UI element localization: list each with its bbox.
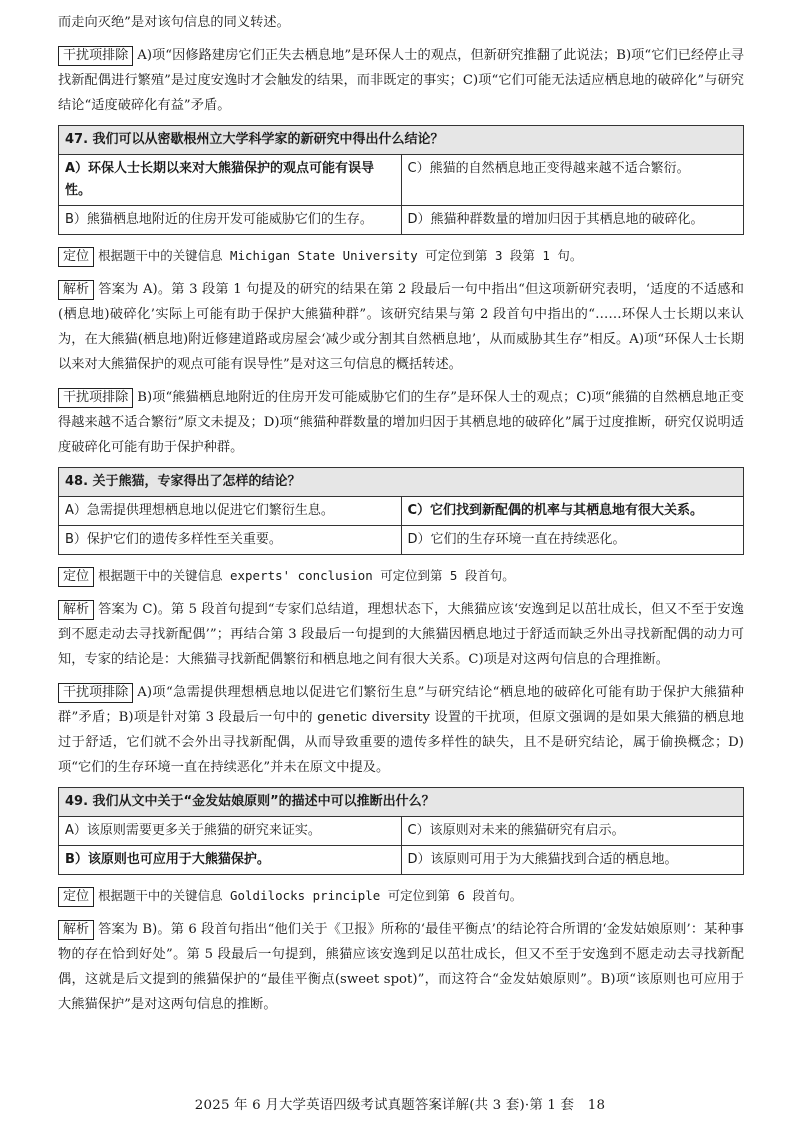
locate-tag: 定位 (58, 887, 94, 907)
analysis-tag: 解析 (58, 920, 94, 940)
question-48-stem: 48. 关于熊猫，专家得出了怎样的结论？ (59, 468, 744, 497)
analysis-tag: 解析 (58, 280, 94, 300)
q47-distractor (58, 385, 744, 460)
locate-tag: 定位 (58, 247, 94, 267)
q48-analysis (58, 597, 744, 672)
q48-option-a: A）急需提供理想栖息地以促进它们繁衍生息。 (59, 497, 402, 526)
distractor-text: A)项“急需提供理想栖息地以促进它们繁衍生息”与研究结论“栖息地的破碎化可能有助于保护大熊猫种群”矛盾；B)项是针对第 3 段最后一句中的 genetic diversity 设置的干扰项，但原文强调的是如果大熊猫的栖息地过于舒适，它们就不会外出寻找新配偶，从而导致重要的遗传多样性的缺失，且不是研究结论，属于偷换概念；D)项“它们的生存环境一直在持续恶化”并未在原文中提及。 (58, 685, 744, 775)
distractor-tag: 干扰项排除 (58, 46, 133, 66)
question-48-table (58, 467, 744, 555)
page-footer: 2025 年 6 月大学英语四级考试真题答案详解(共 3 套)·第 1 套 18 (194, 1098, 606, 1113)
question-47-stem: 47. 我们可以从密歇根州立大学科学家的新研究中得出什么结论？ (59, 126, 744, 155)
q47-analysis (58, 277, 744, 377)
q49-option-a: A）该原则需要更多关于熊猫的研究来证实。 (59, 817, 402, 846)
locate-tag: 定位 (58, 567, 94, 587)
analysis-text: 答案为 B)。第 6 段首句指出“他们关于《卫报》所称的‘最佳平衡点’的结论符合所谓的‘金发姑娘原则’：某种事物的存在恰到好处”。第 5 段最后一句提到，熊猫应该安逸到足以茁壮成长，但又不至于安逸到不愿走动去寻找新配偶，这就是后文提到的熊猫保护的“最佳平衡点(sweet spot)”，而这符合“金发姑娘原则”。B)项“该原则也可应用于大熊猫保护”是对这两句信息的推断。 (58, 922, 744, 1012)
analysis-text: 答案为 C)。第 5 段首句提到“专家们总结道，理想状态下，大熊猫应该‘安逸到足以茁壮成长，但又不至于安逸到不愿走动去寻找新配偶’”；再结合第 3 段最后一句提到的大熊猫因栖息地过于舒适而缺乏外出寻找新配偶的动力可知，专家的结论是：大熊猫寻找新配偶繁衍和栖息地之间有很大关系。C)项是对这两句信息的合理推断。 (58, 602, 744, 667)
locate-text: 根据题干中的关键信息 Goldilocks principle 可定位到第 6 段首句。 (98, 888, 523, 903)
q47-locate (58, 243, 744, 269)
q47-option-b: B）熊猫栖息地附近的住房开发可能威胁它们的生存。 (59, 206, 402, 235)
q47-option-c: C）熊猫的自然栖息地正变得越来越不适合繁衍。 (401, 155, 744, 206)
q47-option-d: D）熊猫种群数量的增加归因于其栖息地的破碎化。 (401, 206, 744, 235)
question-49-stem: 49. 我们从文中关于“金发姑娘原则”的描述中可以推断出什么？ (59, 788, 744, 817)
q49-option-c: C）该原则对未来的熊猫研究有启示。 (401, 817, 744, 846)
q47-option-a: A）环保人士长期以来对大熊猫保护的观点可能有误导性。 (59, 155, 402, 206)
q49-option-d: D）该原则可用于为大熊猫找到合适的栖息地。 (401, 846, 744, 875)
locate-text: 根据题干中的关键信息 Michigan State University 可定位到第 3 段第 1 句。 (98, 248, 583, 263)
q48-option-d: D）它们的生存环境一直在持续恶化。 (401, 526, 744, 555)
intro-distractor-paragraph (58, 43, 744, 118)
q48-locate (58, 563, 744, 589)
distractor-text: A)项“因修路建房它们正失去栖息地”是环保人士的观点，但新研究推翻了此说法；B)项“它们已经停止寻找新配偶进行繁殖”是过度安逸时才会触发的结果，而非既定的事实；C)项“它们可能无法适应栖息地的破碎化”与研究结论“适度破碎化有益”矛盾。 (58, 48, 744, 113)
distractor-tag: 干扰项排除 (58, 683, 133, 703)
q49-locate (58, 883, 744, 909)
q49-option-b: B）该原则也可应用于大熊猫保护。 (59, 846, 402, 875)
distractor-tag: 干扰项排除 (58, 388, 133, 408)
q48-option-c: C）它们找到新配偶的机率与其栖息地有很大关系。 (401, 497, 744, 526)
q48-option-b: B）保护它们的遗传多样性至关重要。 (59, 526, 402, 555)
analysis-text: 答案为 A)。第 3 段第 1 句提及的研究的结果在第 2 段最后一句中指出“但这项新研究表明，‘适度的不适感和(栖息地)破碎化’实际上可能有助于保护大熊猫种群”。该研究结果与第 2 段首句中指出的“……环保人士长期以来认为，在大熊猫(栖息地)附近修建道路或房屋会‘减少或分割其自然栖息地’，从而威胁其生存”相反。A)项“环保人士长期以来对大熊猫保护的观点可能有误导性”是对这三句信息的概括转述。 (58, 282, 744, 372)
distractor-text: B)项“熊猫栖息地附近的住房开发可能威胁它们的生存”是环保人士的观点；C)项“熊猫的自然栖息地正变得越来越不适合繁衍”原文未提及；D)项“熊猫种群数量的增加归因于其栖息地的破碎化”属于过度推断，研究仅说明适度破碎化可能有助于保护种群。 (58, 390, 744, 455)
question-47-table (58, 125, 744, 235)
intro-continued-text: 而走向灭绝”是对该句信息的同义转述。 (58, 15, 290, 30)
locate-text: 根据题干中的关键信息 experts' conclusion 可定位到第 5 段首句。 (98, 568, 515, 583)
question-49-table (58, 787, 744, 875)
q49-analysis (58, 917, 744, 1017)
q48-distractor (58, 680, 744, 780)
analysis-tag: 解析 (58, 600, 94, 620)
